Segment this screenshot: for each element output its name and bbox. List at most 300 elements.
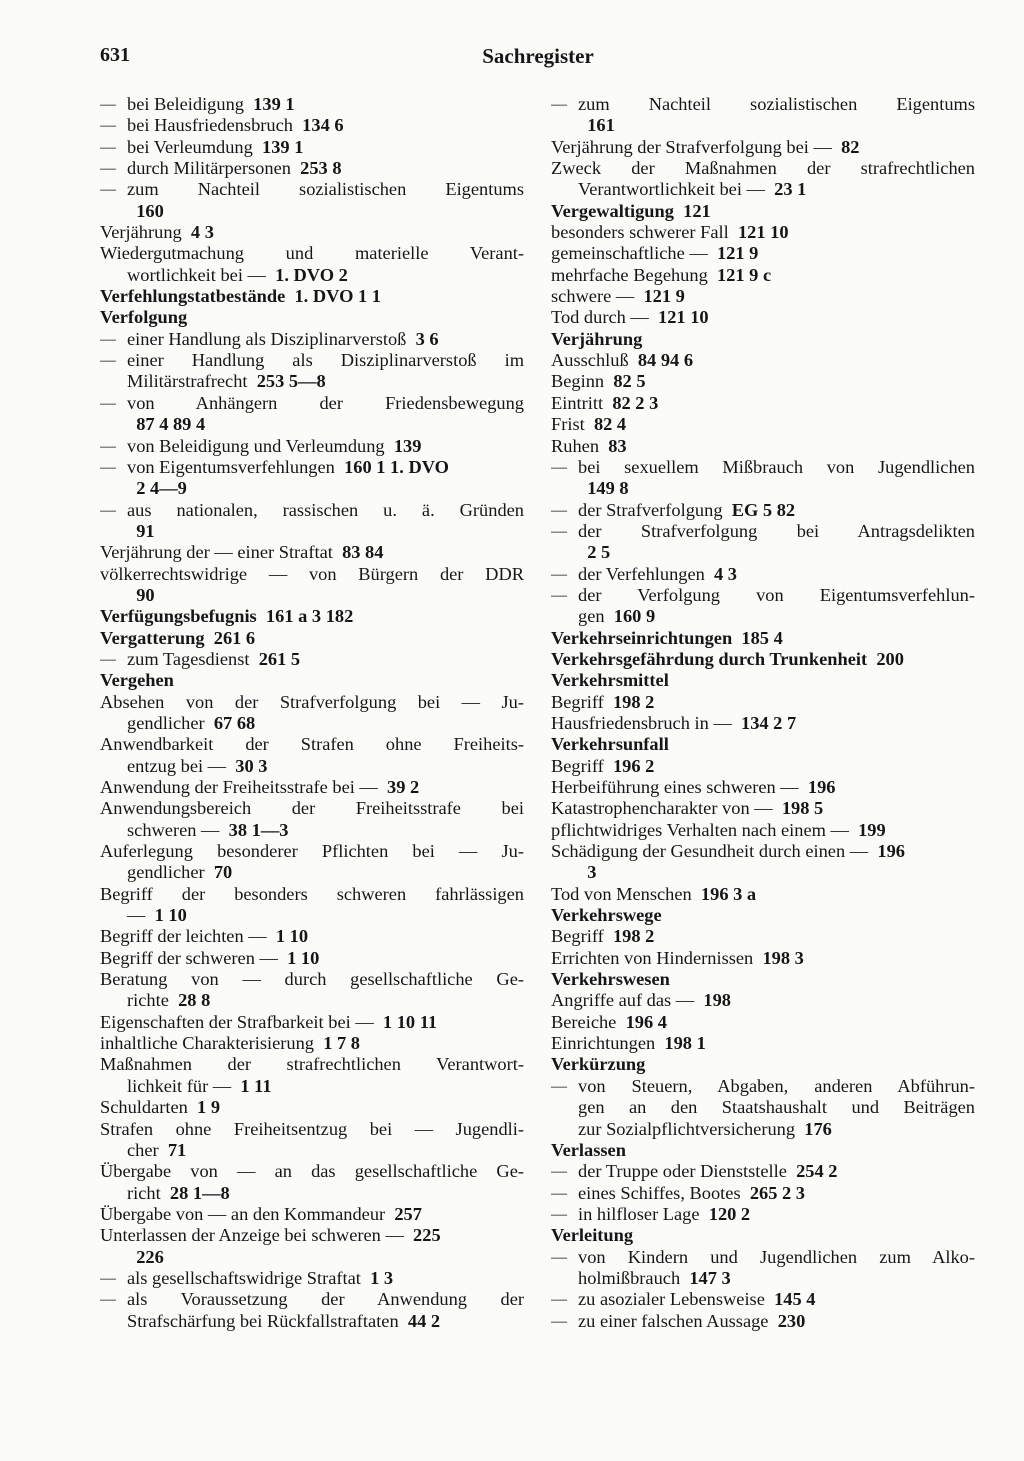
entry-reference: 82 5 <box>613 371 646 392</box>
entry-text: Verfügungsbefugnis <box>100 606 257 627</box>
index-continuation <box>551 179 975 200</box>
index-heading <box>551 201 975 222</box>
entry-reference: 121 9 c <box>716 264 772 285</box>
entry-reference: 185 4 <box>741 627 783 648</box>
index-entry <box>551 265 975 286</box>
entry-reference: 2 4—9 <box>136 478 187 499</box>
entry-text: Verkehrswege <box>551 905 662 926</box>
entry-reference: 198 5 <box>781 798 824 819</box>
entry-reference: 1. DVO 1 1 <box>294 286 381 307</box>
entry-text: wortlichkeit bei — <box>127 264 266 285</box>
entry-text: Angriffe auf das — <box>551 990 695 1011</box>
index-entry <box>100 692 524 713</box>
index-entry <box>551 948 975 969</box>
index-entry <box>100 94 524 115</box>
index-continuation <box>100 1140 524 1161</box>
entry-text: durch Militärpersonen <box>127 158 291 179</box>
entry-text: Strafen ohne Freiheitsentzug bei — Jugendli- <box>100 1118 524 1139</box>
entry-text: Übergabe von — an den Kommandeur <box>100 1203 386 1224</box>
index-entry <box>551 1161 975 1182</box>
entry-reference: 225 <box>413 1225 441 1246</box>
entry-text: Katastrophencharakter von — <box>551 798 773 819</box>
entry-text: Verfehlungstatbestände <box>100 286 286 307</box>
entry-text: Einrichtungen <box>551 1033 656 1054</box>
entry-text: entzug bei — <box>127 755 227 776</box>
entry-reference: 1 10 <box>275 926 309 947</box>
entry-text: Verkehrsmittel <box>551 670 669 691</box>
entry-text: gemeinschaftliche — <box>551 243 708 264</box>
index-continuation <box>100 371 524 392</box>
entry-reference: 1 7 8 <box>323 1033 360 1054</box>
index-continuation <box>100 756 524 777</box>
entry-text: von Steuern, Abgaben, anderen Abführun- <box>578 1075 975 1096</box>
entry-reference: 1 10 <box>154 905 187 926</box>
entry-text: eines Schiffes, Bootes <box>578 1182 741 1203</box>
index-entry <box>551 926 975 947</box>
index-entry <box>551 841 975 862</box>
entry-reference: 82 4 <box>593 414 627 435</box>
entry-text: Errichten von Hindernissen <box>551 947 754 968</box>
entry-reference: 121 <box>683 200 711 221</box>
index-continuation <box>100 905 524 926</box>
index-entry <box>100 926 524 947</box>
entry-text: Vergehen <box>100 670 174 691</box>
index-entry <box>100 115 524 136</box>
index-continuation <box>551 1119 975 1140</box>
index-entry <box>100 1033 524 1054</box>
entry-text: Verleitung <box>551 1225 634 1246</box>
index-entry <box>551 393 975 414</box>
entry-text: von Eigentumsverfehlungen <box>127 456 335 477</box>
entry-text: als Voraussetzung der Anwendung der <box>127 1289 524 1310</box>
entry-text: bei Beleidigung <box>127 94 244 114</box>
entry-reference: 200 <box>876 648 904 669</box>
entry-reference: 196 <box>877 841 905 862</box>
entry-text: Verjährung der Strafverfolgung bei — <box>551 136 832 157</box>
index-entry <box>100 1225 524 1246</box>
entry-reference: 1 10 <box>287 947 320 968</box>
entry-text: Maßnahmen der strafrechtlichen Verantwort- <box>100 1054 524 1075</box>
index-entry <box>551 521 975 542</box>
entry-text: der Strafverfolgung <box>578 499 723 520</box>
entry-reference: 30 3 <box>235 755 268 776</box>
entry-reference: 4 3 <box>190 222 214 243</box>
entry-text: Beratung von — durch gesellschaftliche Ge- <box>100 969 524 990</box>
index-entry <box>551 1247 975 1268</box>
entry-reference: 139 1 <box>253 94 295 114</box>
entry-text: Hausfriedensbruch in — <box>551 712 732 733</box>
entry-text: zum Nachteil sozialistischen Eigentums <box>127 179 524 200</box>
index-continuation <box>100 1183 524 1204</box>
entry-reference: 82 <box>841 136 860 157</box>
entry-reference: 84 94 6 <box>637 350 694 371</box>
index-entry <box>551 436 975 457</box>
index-continuation <box>551 862 975 883</box>
entry-reference: 161 <box>587 115 615 136</box>
entry-text: zu asozialer Lebensweise <box>578 1289 765 1310</box>
entry-text: Übergabe von — an das gesellschaftliche Ge- <box>100 1161 524 1182</box>
entry-text: Anwendbarkeit der Strafen ohne Freiheits- <box>100 734 524 755</box>
index-continuation <box>100 414 524 435</box>
entry-text: schwere — <box>551 286 635 307</box>
page-title: Sachregister <box>482 44 594 68</box>
index-heading <box>551 1225 975 1246</box>
entry-reference: 139 1 <box>262 136 304 157</box>
entry-reference: 121 9 <box>716 243 759 264</box>
entry-reference: 196 4 <box>625 1011 667 1032</box>
entry-reference: 83 84 <box>342 542 384 563</box>
index-heading <box>100 628 524 649</box>
entry-reference: 196 2 <box>612 755 655 776</box>
entry-text: Verkehrswesen <box>551 969 670 990</box>
entry-text: gendlicher <box>127 712 205 733</box>
entry-reference: 1 3 <box>370 1267 394 1288</box>
index-entry <box>100 243 524 264</box>
entry-text: cher <box>127 1139 159 1160</box>
index-heading <box>100 286 524 307</box>
index-entry <box>100 734 524 755</box>
entry-reference: 147 3 <box>689 1267 731 1288</box>
entry-text: besonders schwerer Fall <box>551 222 729 243</box>
entry-reference: 90 <box>136 584 155 605</box>
index-entry <box>100 948 524 969</box>
index-entry <box>100 158 524 179</box>
entry-reference: 149 8 <box>587 478 629 499</box>
index-entry <box>551 500 975 521</box>
entry-text: von Kindern und Jugendlichen zum Alko- <box>578 1246 975 1267</box>
index-heading <box>551 670 975 691</box>
index-entry <box>100 1012 524 1033</box>
entry-reference: 253 8 <box>300 158 342 179</box>
index-continuation <box>100 201 524 222</box>
entry-reference: 121 10 <box>658 307 709 328</box>
entry-text: Begriff <box>551 755 604 776</box>
entry-text: lichkeit für — <box>127 1075 232 1096</box>
entry-reference: 83 <box>608 435 627 456</box>
entry-reference: 3 <box>587 862 597 883</box>
entry-text: Verantwortlichkeit bei — <box>578 179 765 200</box>
entry-text: einer Handlung als Disziplinarverstoß <box>127 328 407 349</box>
index-heading <box>551 628 975 649</box>
entry-reference: 261 6 <box>213 627 256 648</box>
index-entry <box>551 756 975 777</box>
entry-text: Anwendung der Freiheitsstrafe bei — <box>100 777 378 797</box>
index-entry <box>551 243 975 264</box>
index-entry <box>551 1289 975 1310</box>
index-entry <box>551 307 975 328</box>
entry-text: Begriff der leichten — <box>100 926 267 947</box>
index-continuation <box>551 1097 975 1118</box>
index-heading <box>100 606 524 627</box>
index-continuation <box>100 585 524 606</box>
index-entry <box>551 1076 975 1097</box>
index-entry <box>551 585 975 606</box>
index-entry <box>551 990 975 1011</box>
entry-reference: 28 8 <box>178 990 211 1011</box>
entry-text: der Verfolgung von Eigentumsverfehlun- <box>578 584 975 605</box>
index-continuation <box>100 265 524 286</box>
entry-text: als gesellschaftswidrige Straftat <box>127 1267 361 1288</box>
index-continuation <box>100 990 524 1011</box>
index-entry <box>100 1268 524 1289</box>
entry-text: zum Nachteil sozialistischen Eigentums <box>578 94 975 114</box>
index-heading <box>551 1140 975 1161</box>
index-entry <box>551 222 975 243</box>
entry-reference: 71 <box>167 1139 187 1160</box>
entry-text: mehrfache Begehung <box>551 264 708 285</box>
index-entry <box>100 1097 524 1118</box>
entry-text: gen <box>578 606 605 627</box>
index-continuation <box>551 1268 975 1289</box>
entry-reference: 261 5 <box>258 648 301 669</box>
entry-reference: 198 2 <box>612 926 655 947</box>
index-continuation <box>551 542 975 563</box>
index-entry <box>100 329 524 350</box>
index-entry <box>551 798 975 819</box>
entry-text: Auferlegung besonderer Pflichten bei — Ju- <box>100 841 524 862</box>
entry-text: Vergewaltigung <box>551 200 674 221</box>
entry-text: Eintritt <box>551 392 604 413</box>
entry-text: Verkehrsgefährdung durch Trunkenheit <box>551 648 868 669</box>
entry-reference: 23 1 <box>774 179 807 200</box>
index-heading <box>100 307 524 328</box>
index-entry <box>100 841 524 862</box>
entry-text: Unterlassen der Anzeige bei schweren — <box>100 1225 404 1246</box>
entry-text: von Beleidigung und Verleumdung <box>127 435 385 456</box>
index-heading <box>551 649 975 670</box>
entry-reference: 199 <box>858 819 886 840</box>
index-entry <box>100 393 524 414</box>
index-entry <box>100 542 524 563</box>
index-column-right <box>551 94 975 1332</box>
entry-text: Tod durch — <box>551 307 649 328</box>
entry-text: Ruhen <box>551 435 600 456</box>
entry-reference: 1 9 <box>197 1097 221 1118</box>
entry-reference: 1. DVO 2 <box>275 264 348 285</box>
entry-text: der Truppe oder Dienststelle <box>578 1161 787 1182</box>
index-entry <box>100 884 524 905</box>
entry-text: völkerrechtswidrige — von Bürgern der DDR <box>100 563 524 584</box>
entry-text: Vergatterung <box>100 627 205 648</box>
entry-text: Verjährung <box>100 222 182 243</box>
entry-reference: 265 2 3 <box>749 1182 805 1203</box>
entry-text: der Verfehlungen <box>578 563 705 584</box>
entry-reference: 120 2 <box>708 1203 751 1224</box>
entry-reference: 121 10 <box>737 222 789 243</box>
entry-reference: 176 <box>804 1118 832 1139</box>
entry-text: Begriff <box>551 926 604 947</box>
entry-text: der Strafverfolgung bei Antragsdelikten <box>578 520 975 541</box>
entry-text: Absehen von der Strafverfolgung bei — Ju- <box>100 691 524 712</box>
entry-text: gen an den Staatshaushalt und Beiträgen <box>578 1097 975 1118</box>
entry-reference: 226 <box>136 1246 164 1267</box>
entry-text: Begriff der schweren — <box>100 947 278 968</box>
index-entry <box>551 777 975 798</box>
entry-reference: 91 <box>136 520 155 541</box>
entry-reference: 160 <box>136 200 164 221</box>
entry-text: Schuldarten <box>100 1097 188 1118</box>
entry-reference: 196 <box>807 777 836 797</box>
index-continuation <box>100 478 524 499</box>
index-entry <box>100 222 524 243</box>
index-entry <box>551 884 975 905</box>
index-entry <box>551 713 975 734</box>
index-heading <box>551 905 975 926</box>
index-entry <box>100 137 524 158</box>
index-entry <box>551 94 975 115</box>
entry-reference: 198 <box>703 990 731 1011</box>
index-entry <box>100 969 524 990</box>
entry-reference: 67 68 <box>213 712 256 733</box>
entry-text: holmißbrauch <box>578 1267 681 1288</box>
index-entry <box>551 286 975 307</box>
entry-text: Verfolgung <box>100 307 188 328</box>
entry-text: schweren — <box>127 819 220 840</box>
entry-text: zur Sozialpflichtversicherung <box>578 1118 796 1139</box>
entry-reference: 198 1 <box>664 1033 706 1054</box>
entry-text: pflichtwidriges Verhalten nach einem — <box>551 819 849 840</box>
entry-text: Wiedergutmachung und materielle Verant- <box>100 243 524 264</box>
entry-reference: 3 6 <box>415 328 439 349</box>
index-entry <box>551 350 975 371</box>
entry-text: in hilfloser Lage <box>578 1203 700 1224</box>
index-entry <box>551 1033 975 1054</box>
entry-text: gendlicher <box>127 862 205 883</box>
entry-text: Verjährung der — einer Straftat <box>100 542 333 563</box>
entry-text: bei Verleumdung <box>127 136 253 157</box>
index-heading <box>100 670 524 691</box>
entry-reference: 196 3 a <box>700 883 757 904</box>
entry-reference: 198 3 <box>762 947 804 968</box>
index-continuation <box>551 115 975 136</box>
index-entry <box>551 371 975 392</box>
entry-reference: 134 6 <box>302 115 344 136</box>
index-entry <box>551 1204 975 1225</box>
entry-text: bei Hausfriedensbruch <box>127 115 293 136</box>
index-entry <box>100 350 524 371</box>
entry-text: Verkehrseinrichtungen <box>551 627 733 648</box>
entry-reference: 121 9 <box>643 286 685 307</box>
entry-text: Militärstrafrecht <box>127 371 248 392</box>
entry-text: aus nationalen, rassischen u. ä. Gründen <box>127 499 524 520</box>
entry-text: richte <box>127 990 169 1011</box>
index-entry <box>551 1183 975 1204</box>
index-entry <box>551 137 975 158</box>
entry-text: Herbeiführung eines schweren — <box>551 777 799 797</box>
index-continuation <box>100 1076 524 1097</box>
index-column-left <box>100 94 524 1332</box>
entry-reference: 198 2 <box>612 691 655 712</box>
index-entry <box>100 1289 524 1310</box>
index-heading <box>551 734 975 755</box>
entry-text: bei sexuellem Mißbrauch von Jugendlichen <box>578 456 975 477</box>
index-continuation <box>100 713 524 734</box>
index-heading <box>551 969 975 990</box>
index-entry <box>100 1161 524 1182</box>
entry-text: Beginn <box>551 371 605 392</box>
index-continuation <box>100 521 524 542</box>
index-entry <box>100 777 524 798</box>
entry-reference: 38 1—3 <box>228 819 289 840</box>
entry-text: Eigenschaften der Strafbarkeit bei — <box>100 1011 374 1032</box>
entry-reference: 254 2 <box>796 1161 838 1182</box>
entry-reference: 39 2 <box>387 777 420 797</box>
entry-text: Anwendungsbereich der Freiheitsstrafe bei <box>100 798 524 819</box>
entry-reference: 160 9 <box>613 606 656 627</box>
entry-text: einer Handlung als Disziplinarverstoß im <box>127 350 524 371</box>
entry-reference: 87 4 89 4 <box>136 414 206 435</box>
index-entry <box>100 1204 524 1225</box>
index-entry <box>100 457 524 478</box>
entry-reference: 44 2 <box>407 1310 441 1331</box>
entry-text: richt <box>127 1182 161 1203</box>
entry-text: Ausschluß <box>551 350 629 371</box>
index-entry <box>100 436 524 457</box>
entry-reference: 160 1 1. DVO <box>344 456 449 477</box>
index-entry <box>551 414 975 435</box>
entry-text: von Anhängern der Friedensbewegung <box>127 392 524 413</box>
index-entry <box>100 1054 524 1075</box>
index-entry <box>100 564 524 585</box>
entry-text: Tod von Menschen <box>551 883 692 904</box>
entry-text: Strafschärfung bei Rückfallstraftaten <box>127 1310 399 1331</box>
entry-reference: 4 3 <box>714 563 738 584</box>
entry-text: Verkürzung <box>551 1054 646 1075</box>
index-continuation <box>100 862 524 883</box>
entry-text: Zweck der Maßnahmen der strafrechtlichen <box>551 158 975 179</box>
index-entry <box>551 820 975 841</box>
index-entry <box>551 158 975 179</box>
entry-reference: 1 10 11 <box>382 1011 438 1032</box>
index-continuation <box>551 606 975 627</box>
index-entry <box>551 692 975 713</box>
entry-text: zum Tagesdienst <box>127 648 250 669</box>
entry-text: Schädigung der Gesundheit durch einen — <box>551 841 869 862</box>
entry-reference: 82 2 3 <box>612 392 659 413</box>
entry-text: inhaltliche Charakterisierung <box>100 1033 314 1054</box>
page-header <box>100 44 976 78</box>
entry-reference: 161 a 3 182 <box>265 606 354 627</box>
index-entry <box>100 649 524 670</box>
entry-reference: 230 <box>777 1310 806 1331</box>
entry-text: Verlassen <box>551 1139 626 1160</box>
entry-reference: 1 11 <box>240 1075 272 1096</box>
index-heading <box>551 329 975 350</box>
entry-text: — <box>127 905 146 926</box>
index-entry <box>100 1119 524 1140</box>
entry-text: Frist <box>551 414 585 435</box>
entry-reference: 139 <box>393 435 422 456</box>
index-entry <box>551 1311 975 1332</box>
entry-reference: 2 5 <box>587 542 611 563</box>
entry-reference: 257 <box>394 1203 422 1224</box>
entry-reference: 134 2 7 <box>741 712 797 733</box>
index-heading <box>551 1054 975 1075</box>
index-continuation <box>551 478 975 499</box>
entry-text: Verkehrsunfall <box>551 734 669 755</box>
index-entry <box>100 179 524 200</box>
entry-reference: 145 4 <box>774 1289 816 1310</box>
entry-text: Bereiche <box>551 1011 617 1032</box>
index-entry <box>100 798 524 819</box>
index-continuation <box>100 1311 524 1332</box>
entry-text: Verjährung <box>551 328 643 349</box>
entry-reference: EG 5 82 <box>731 499 796 520</box>
entry-reference: 28 1—8 <box>169 1182 230 1203</box>
index-entry <box>551 457 975 478</box>
index-entry <box>100 500 524 521</box>
entry-text: Begriff <box>551 691 604 712</box>
